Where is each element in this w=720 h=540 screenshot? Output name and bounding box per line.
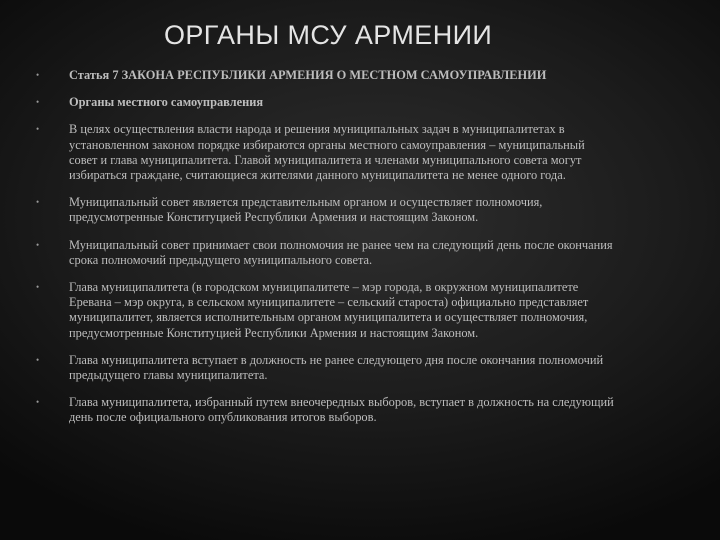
bullet-icon: • <box>36 239 40 250</box>
bullet-text: Статья 7 ЗАКОНА РЕСПУБЛИКИ АРМЕНИЯ О МЕСТНОМ САМОУПРАВЛЕНИИ <box>69 68 547 82</box>
bullet-icon: • <box>36 354 40 365</box>
bullet-item <box>36 195 616 225</box>
bullet-item <box>36 353 616 383</box>
bullet-icon: • <box>36 197 40 208</box>
bullet-icon: • <box>36 282 40 293</box>
bullet-item <box>36 395 616 425</box>
bullet-text: Муниципальный совет принимает свои полномочия не ранее чем на следующий день после окончания срока полномочий предыдущего муниципального совета. <box>69 237 613 267</box>
bullet-icon: • <box>36 124 40 135</box>
bullet-icon: • <box>36 97 40 108</box>
bullet-text: Муниципальный совет является представительным органом и осуществляет полномочия, предусмотренные Конституцией Республики Армения и настоящим Законом. <box>69 195 543 225</box>
bullet-text: Глава муниципалитета вступает в должность не ранее следующего дня после окончания полномочий предыдущего главы муниципалитета. <box>69 352 604 383</box>
bullet-item <box>36 68 616 83</box>
bullet-text: Органы местного самоуправления <box>69 95 264 110</box>
bullet-text: В целях осуществления власти народа и решения муниципальных задач в муниципалитетах в установленном законом порядке избираются органы местного самоуправления – муниципальный совет и глава муниципалитета. Главой муниципалитета и членами муниципального совета могут избираться граждане, считающиеся жителями данного муниципалитета не менее одного года. <box>69 122 585 183</box>
bullet-text: Глава муниципалитета, избранный путем внеочередных выборов, вступает в должность на следующий день после официального опубликования итогов выборов. <box>69 395 614 425</box>
bullet-icon: • <box>36 70 40 80</box>
bullet-text: Глава муниципалитета (в городском муниципалитете – мэр города, в окружном муниципалитете Еревана – мэр округа, в сельском муниципалитете – сельский староста) официально представляет муниципалитет, является исполнительным органом муниципалитета и осуществляет полномочия, предусмотренные Конституцией Республики Армения и настоящим Законом. <box>69 280 589 340</box>
bullet-item <box>36 280 616 341</box>
slide-title: ОРГАНЫ МСУ АРМЕНИИ <box>164 20 493 50</box>
bullet-list <box>36 68 616 438</box>
bullet-item <box>36 238 616 268</box>
bullet-item <box>36 122 616 183</box>
bullet-item <box>36 95 616 110</box>
bullet-icon: • <box>36 397 40 408</box>
